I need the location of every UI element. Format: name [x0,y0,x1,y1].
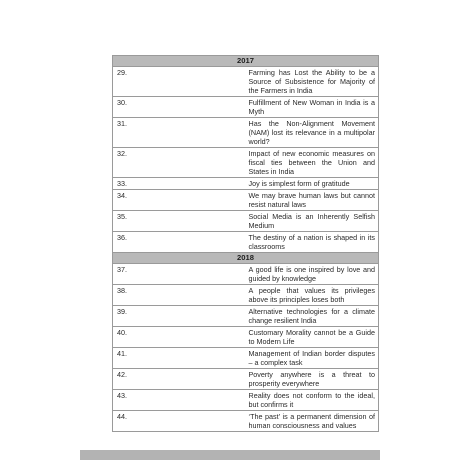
essay-topic: ‘The past’ is a permanent dimension of human consciousness and values [246,411,379,432]
table-row [113,327,379,348]
essay-topic: We may brave human laws but cannot resist natural laws [246,190,379,211]
year-header: 2018 [113,253,379,264]
essay-topic: Has the Non-Alignment Movement (NAM) lost its relevance in a multipolar world? [246,118,379,148]
item-number: 29. [113,67,246,97]
item-number: 41. [113,348,246,369]
table-row [113,348,379,369]
table-row [113,211,379,232]
essay-topic: Reality does not conform to the ideal, but confirms it [246,390,379,411]
item-number: 37. [113,264,246,285]
item-number: 35. [113,211,246,232]
item-number: 44. [113,411,246,432]
item-number: 34. [113,190,246,211]
table-row [113,285,379,306]
item-number: 38. [113,285,246,306]
footer-bar [80,450,380,460]
item-number: 33. [113,178,246,190]
essay-topic: Fulfillment of New Woman in India is a Myth [246,97,379,118]
item-number: 31. [113,118,246,148]
table-row [113,390,379,411]
table-row [113,67,379,97]
essay-topic: Poverty anywhere is a threat to prosperity everywhere [246,369,379,390]
table-row [113,369,379,390]
table-row [113,411,379,432]
item-number: 42. [113,369,246,390]
item-number: 43. [113,390,246,411]
essay-topic: The destiny of a nation is shaped in its classrooms [246,232,379,253]
table-row [113,190,379,211]
table-row [113,306,379,327]
essay-topic: Social Media is an Inherently Selfish Medium [246,211,379,232]
essay-topic: A people that values its privileges above its principles loses both [246,285,379,306]
essay-topics-table [112,55,379,432]
year-header-row [113,56,379,67]
table-row [113,178,379,190]
essay-topic: Alternative technologies for a climate change resilient India [246,306,379,327]
table-row [113,264,379,285]
essay-topic: Management of Indian border disputes – a complex task [246,348,379,369]
item-number: 32. [113,148,246,178]
table-row [113,232,379,253]
table-row [113,97,379,118]
table-row [113,118,379,148]
item-number: 40. [113,327,246,348]
year-header: 2017 [113,56,379,67]
table-row [113,148,379,178]
essay-topic: Customary Morality cannot be a Guide to Modern Life [246,327,379,348]
item-number: 36. [113,232,246,253]
year-header-row [113,253,379,264]
essay-topic: A good life is one inspired by love and guided by knowledge [246,264,379,285]
item-number: 30. [113,97,246,118]
item-number: 39. [113,306,246,327]
essay-topic: Joy is simplest form of gratitude [246,178,379,190]
essay-topic: Impact of new economic measures on fiscal ties between the Union and States in India [246,148,379,178]
essay-topic: Farming has Lost the Ability to be a Source of Subsistence for Majority of the Farmers in India [246,67,379,97]
